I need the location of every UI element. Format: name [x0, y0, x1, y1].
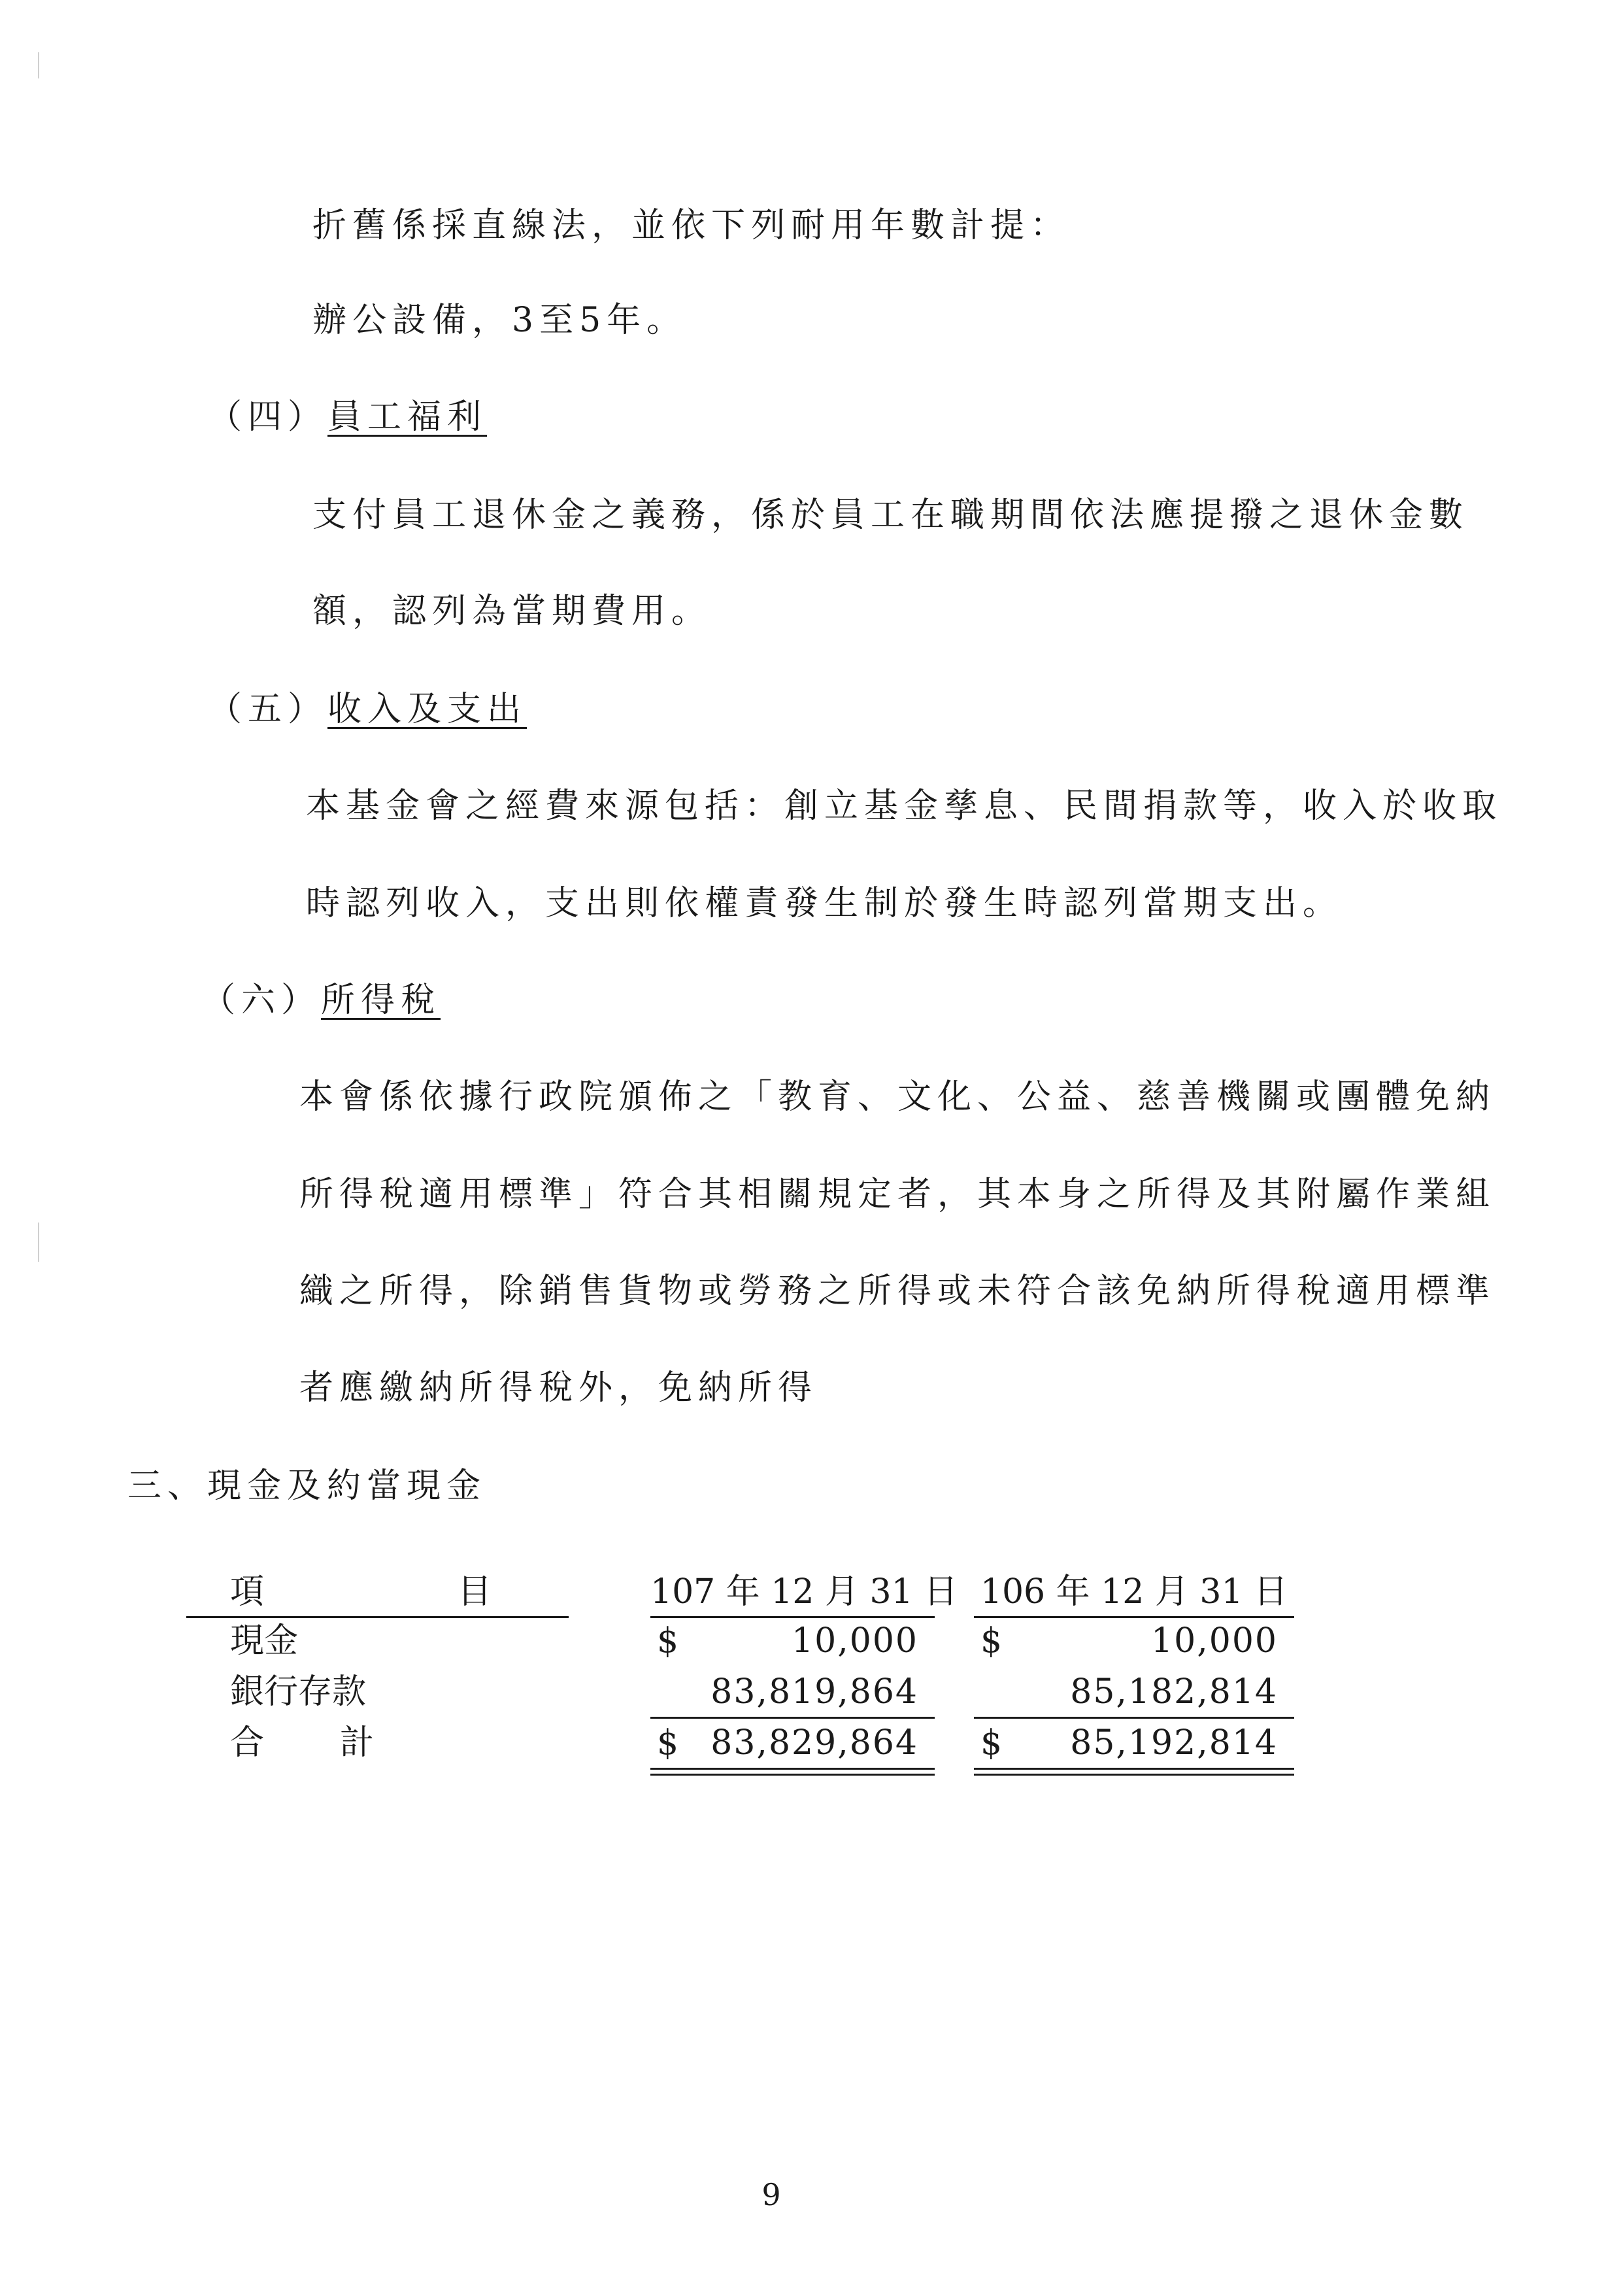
section-heading-cash: 三、現金及約當現金 [127, 1466, 487, 1506]
paragraph-tax-line1: 本會係依據行政院頒佈之「教育、文化、公益、慈善機關或團體免納 [299, 1077, 1496, 1117]
scan-edge-mark [38, 52, 39, 78]
double-underline-bottom [650, 1774, 935, 1776]
section-title: 員工福利 [327, 397, 488, 437]
currency-symbol: $ [657, 1621, 679, 1661]
currency-symbol: $ [980, 1621, 1003, 1661]
paragraph-tax-line2: 所得稅適用標準」符合其相關規定者，其本身之所得及其附屬作業組 [299, 1175, 1496, 1214]
header-item-a: 項 [230, 1572, 265, 1612]
double-underline-top [650, 1768, 935, 1770]
header-underline [974, 1616, 1294, 1618]
header-col-2017: 106 年 12 月 31 日 [980, 1572, 1288, 1612]
paragraph-pension-line1: 支付員工退休金之義務，係於員工在職期間依法應提撥之退休金數 [312, 496, 1469, 535]
scan-edge-mark [38, 1223, 39, 1262]
total-label-b: 計 [340, 1723, 375, 1763]
total-label-a: 合 [230, 1723, 265, 1763]
currency-symbol: $ [657, 1723, 679, 1763]
section-number: （四） [208, 397, 328, 437]
header-item-b: 目 [458, 1572, 492, 1612]
header-col-2018: 107 年 12 月 31 日 [650, 1572, 958, 1612]
row-label-cash: 現金 [230, 1621, 299, 1661]
value-bank-2018: 83,819,864 [710, 1672, 918, 1712]
page-number: 9 [761, 2177, 781, 2212]
paragraph-office-equipment: 辦公設備，3至5年。 [312, 301, 687, 340]
section-number: （五） [208, 690, 328, 729]
header-underline [186, 1616, 569, 1618]
paragraph-funding-line2: 時認列收入，支出則依權責發生制於發生時認列當期支出。 [306, 884, 1343, 923]
section-heading-employee-benefits [208, 397, 487, 437]
subtotal-line [650, 1717, 935, 1719]
currency-symbol: $ [980, 1723, 1003, 1763]
section-title: 收入及支出 [327, 690, 527, 729]
paragraph-depreciation: 折舊係採直線法，並依下列耐用年數計提： [312, 206, 1071, 245]
paragraph-funding-line1: 本基金會之經費來源包括：創立基金孳息、民間捐款等，收入於收取 [306, 786, 1503, 826]
value-total-2018: 83,829,864 [710, 1723, 918, 1763]
double-underline-top [974, 1768, 1294, 1770]
double-underline-bottom [974, 1774, 1294, 1776]
section-number: （六） [201, 981, 322, 1020]
paragraph-pension-line2: 額，認列為當期費用。 [312, 592, 712, 631]
row-label-bank-deposit: 銀行存款 [230, 1672, 367, 1712]
paragraph-tax-line3: 織之所得，除銷售貨物或勞務之所得或未符合該免納所得稅適用標準 [299, 1272, 1496, 1311]
value-cash-2018: 10,000 [792, 1621, 918, 1661]
section-title: 所得稅 [321, 981, 441, 1020]
value-total-2017: 85,192,814 [1070, 1723, 1278, 1763]
paragraph-tax-line4: 者應繳納所得稅外，免納所得 [299, 1368, 818, 1408]
value-bank-2017: 85,182,814 [1070, 1672, 1278, 1712]
section-heading-income-expense [208, 690, 527, 729]
subtotal-line [974, 1717, 1294, 1719]
value-cash-2017: 10,000 [1151, 1621, 1278, 1661]
section-heading-income-tax [201, 981, 441, 1020]
header-underline [650, 1616, 935, 1618]
